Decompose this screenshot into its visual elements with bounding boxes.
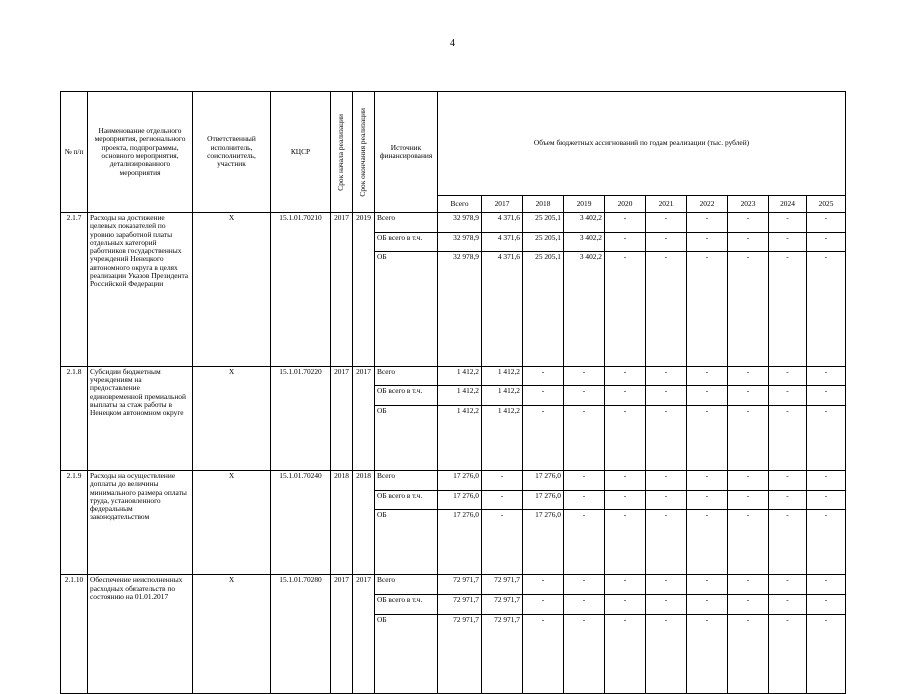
header-col-2023: 2023 [728, 196, 769, 213]
row-source: ОБ всего в т.ч. [375, 386, 438, 406]
row-responsible: Х [193, 366, 271, 470]
value-cell: 72 971,7 [438, 595, 482, 615]
value-cell: - [523, 386, 564, 406]
value-cell: - [523, 406, 564, 471]
header-col-2022: 2022 [687, 196, 728, 213]
value-cell: - [605, 406, 646, 471]
value-cell: - [564, 575, 605, 595]
value-cell: - [646, 490, 687, 510]
row-end: 2017 [353, 575, 375, 693]
value-cell: - [646, 406, 687, 471]
value-cell: 72 971,7 [438, 614, 482, 693]
value-cell: - [564, 510, 605, 575]
header-num: № п/п [61, 92, 88, 213]
table-row [61, 213, 846, 233]
header-row-top [61, 92, 846, 196]
value-cell: 25 205,1 [523, 213, 564, 233]
value-cell: - [769, 366, 807, 386]
value-cell: 1 412,2 [482, 406, 523, 471]
value-cell: - [646, 232, 687, 252]
value-cell: - [769, 614, 807, 693]
header-col-2025: 2025 [807, 196, 846, 213]
page-number: 4 [450, 38, 455, 49]
row-end: 2018 [353, 470, 375, 574]
value-cell: - [728, 575, 769, 595]
row-end: 2017 [353, 366, 375, 470]
value-cell: - [687, 575, 728, 595]
row-responsible: Х [193, 213, 271, 367]
value-cell: 32 978,9 [438, 252, 482, 366]
value-cell: - [728, 470, 769, 490]
value-cell: - [605, 510, 646, 575]
row-start: 2018 [331, 470, 353, 574]
table-row [61, 575, 846, 595]
value-cell: - [728, 406, 769, 471]
value-cell: 4 371,6 [482, 213, 523, 233]
value-cell: 1 412,2 [438, 386, 482, 406]
row-source: ОБ всего в т.ч. [375, 595, 438, 615]
value-cell: - [605, 366, 646, 386]
header-volume: Объем бюджетных ассигнований по годам реализации (тыс. рублей) [438, 92, 846, 196]
value-cell: - [564, 406, 605, 471]
header-end [353, 92, 375, 213]
row-name: Расходы на достижение целевых показателей по уровню заработной платы отдельных категорий работников государственных учреждений Ненецкого автономного округа в целях реализации Указов Президента Российской Федерации [88, 213, 193, 367]
value-cell: - [807, 213, 846, 233]
header-end-label: Срок окончания реализации [358, 107, 368, 197]
value-cell: - [728, 252, 769, 366]
row-start: 2017 [331, 366, 353, 470]
value-cell: - [564, 595, 605, 615]
value-cell: - [807, 614, 846, 693]
value-cell: - [605, 595, 646, 615]
value-cell: 1 412,2 [482, 366, 523, 386]
value-cell: - [769, 252, 807, 366]
table-body [61, 213, 846, 694]
value-cell: 72 971,7 [482, 614, 523, 693]
value-cell: 17 276,0 [523, 490, 564, 510]
value-cell: - [605, 252, 646, 366]
row-source: ОБ [375, 614, 438, 693]
value-cell: - [482, 490, 523, 510]
value-cell: - [807, 490, 846, 510]
value-cell: 25 205,1 [523, 232, 564, 252]
value-cell: 72 971,7 [482, 575, 523, 595]
value-cell: - [605, 575, 646, 595]
value-cell: 17 276,0 [438, 470, 482, 490]
header-col-2019: 2019 [564, 196, 605, 213]
value-cell: - [523, 575, 564, 595]
value-cell: - [687, 366, 728, 386]
value-cell: - [769, 232, 807, 252]
value-cell: - [728, 510, 769, 575]
row-source: Всего [375, 575, 438, 595]
row-name: Обеспечение неисполненных расходных обязательств по состоянию на 01.01.2017 [88, 575, 193, 693]
value-cell: - [564, 366, 605, 386]
value-cell: - [523, 595, 564, 615]
value-cell: - [646, 470, 687, 490]
row-source: Всего [375, 470, 438, 490]
row-num: 2.1.7 [61, 213, 88, 367]
value-cell: 72 971,7 [438, 575, 482, 595]
header-col-2020: 2020 [605, 196, 646, 213]
value-cell: - [687, 386, 728, 406]
value-cell: - [807, 252, 846, 366]
value-cell: - [564, 490, 605, 510]
value-cell: - [646, 595, 687, 615]
value-cell: - [646, 575, 687, 595]
value-cell: - [728, 232, 769, 252]
value-cell: - [523, 614, 564, 693]
value-cell: - [687, 490, 728, 510]
value-cell: - [807, 406, 846, 471]
value-cell: - [807, 232, 846, 252]
header-col-2024: 2024 [769, 196, 807, 213]
table-row [61, 366, 846, 386]
row-responsible: Х [193, 575, 271, 693]
header-col-2021: 2021 [646, 196, 687, 213]
value-cell: - [605, 470, 646, 490]
value-cell: - [482, 470, 523, 490]
value-cell: 1 412,2 [438, 366, 482, 386]
value-cell: - [769, 490, 807, 510]
value-cell: - [807, 595, 846, 615]
row-name: Субсидии бюджетным учреждениям на предоставление единовременной премиальной выплаты за стаж работы в Ненецком автономном округе [88, 366, 193, 470]
row-end: 2019 [353, 213, 375, 367]
value-cell: 72 971,7 [482, 595, 523, 615]
header-col-2017: 2017 [482, 196, 523, 213]
header-name: Наименование отдельного мероприятия, регионального проекта, подпрограммы, основного мероприятия, детализированного мероприятия [88, 92, 193, 213]
value-cell: 17 276,0 [523, 470, 564, 490]
value-cell: 17 276,0 [523, 510, 564, 575]
value-cell: - [605, 232, 646, 252]
value-cell: - [605, 386, 646, 406]
value-cell: 17 276,0 [438, 510, 482, 575]
row-num: 2.1.8 [61, 366, 88, 470]
value-cell: - [769, 386, 807, 406]
row-source: ОБ [375, 406, 438, 471]
value-cell: - [807, 470, 846, 490]
value-cell: - [564, 386, 605, 406]
value-cell: - [687, 614, 728, 693]
row-kcsr: 15.1.01.70210 [271, 213, 331, 367]
row-source: Всего [375, 213, 438, 233]
row-kcsr: 15.1.01.70220 [271, 366, 331, 470]
value-cell: 1 412,2 [482, 386, 523, 406]
value-cell: - [564, 470, 605, 490]
row-start: 2017 [331, 575, 353, 693]
value-cell: 25 205,1 [523, 252, 564, 366]
value-cell: 4 371,6 [482, 232, 523, 252]
value-cell: - [646, 213, 687, 233]
value-cell: - [728, 490, 769, 510]
value-cell: - [687, 595, 728, 615]
value-cell: 32 978,9 [438, 232, 482, 252]
value-cell: - [807, 366, 846, 386]
value-cell: 3 402,2 [564, 252, 605, 366]
row-num: 2.1.10 [61, 575, 88, 693]
value-cell: - [769, 213, 807, 233]
row-kcsr: 15.1.01.70240 [271, 470, 331, 574]
value-cell: 17 276,0 [438, 490, 482, 510]
header-kcsr: КЦСР [271, 92, 331, 213]
row-source: ОБ [375, 510, 438, 575]
value-cell: - [728, 213, 769, 233]
value-cell: - [769, 595, 807, 615]
value-cell: - [646, 366, 687, 386]
value-cell: - [687, 510, 728, 575]
value-cell: 4 371,6 [482, 252, 523, 366]
row-name: Расходы на осуществление доплаты до величины минимального размера оплаты труда, установленного федеральным законодательством [88, 470, 193, 574]
row-start: 2017 [331, 213, 353, 367]
value-cell: 1 412,2 [438, 406, 482, 471]
value-cell: - [605, 490, 646, 510]
value-cell: - [807, 510, 846, 575]
value-cell: - [807, 575, 846, 595]
value-cell: - [807, 386, 846, 406]
value-cell: - [482, 510, 523, 575]
value-cell: 3 402,2 [564, 213, 605, 233]
value-cell: - [646, 252, 687, 366]
value-cell: - [687, 406, 728, 471]
value-cell: 3 402,2 [564, 232, 605, 252]
row-num: 2.1.9 [61, 470, 88, 574]
row-source: Всего [375, 366, 438, 386]
row-source: ОБ всего в т.ч. [375, 232, 438, 252]
value-cell: - [646, 614, 687, 693]
table-row [61, 470, 846, 490]
value-cell: - [605, 213, 646, 233]
value-cell: - [687, 213, 728, 233]
value-cell: - [687, 470, 728, 490]
row-responsible: Х [193, 470, 271, 574]
row-kcsr: 15.1.01.70280 [271, 575, 331, 693]
value-cell: - [769, 406, 807, 471]
value-cell: - [728, 614, 769, 693]
header-col-total: Всего [438, 196, 482, 213]
value-cell: - [687, 232, 728, 252]
row-source: ОБ [375, 252, 438, 366]
value-cell: - [769, 575, 807, 595]
value-cell: - [646, 386, 687, 406]
value-cell: - [564, 614, 605, 693]
value-cell: - [523, 366, 564, 386]
header-start [331, 92, 353, 213]
value-cell: - [605, 614, 646, 693]
header-responsible: Ответственный исполнитель, соисполнитель, участник [193, 92, 271, 213]
value-cell: 32 978,9 [438, 213, 482, 233]
header-start-label: Срок начала реализации [336, 113, 346, 191]
row-source: ОБ всего в т.ч. [375, 490, 438, 510]
value-cell: - [646, 510, 687, 575]
value-cell: - [728, 366, 769, 386]
header-source: Источник финансирования [375, 92, 438, 213]
value-cell: - [728, 386, 769, 406]
value-cell: - [728, 595, 769, 615]
value-cell: - [769, 470, 807, 490]
value-cell: - [769, 510, 807, 575]
value-cell: - [687, 252, 728, 366]
budget-table [60, 91, 846, 694]
header-col-2018: 2018 [523, 196, 564, 213]
